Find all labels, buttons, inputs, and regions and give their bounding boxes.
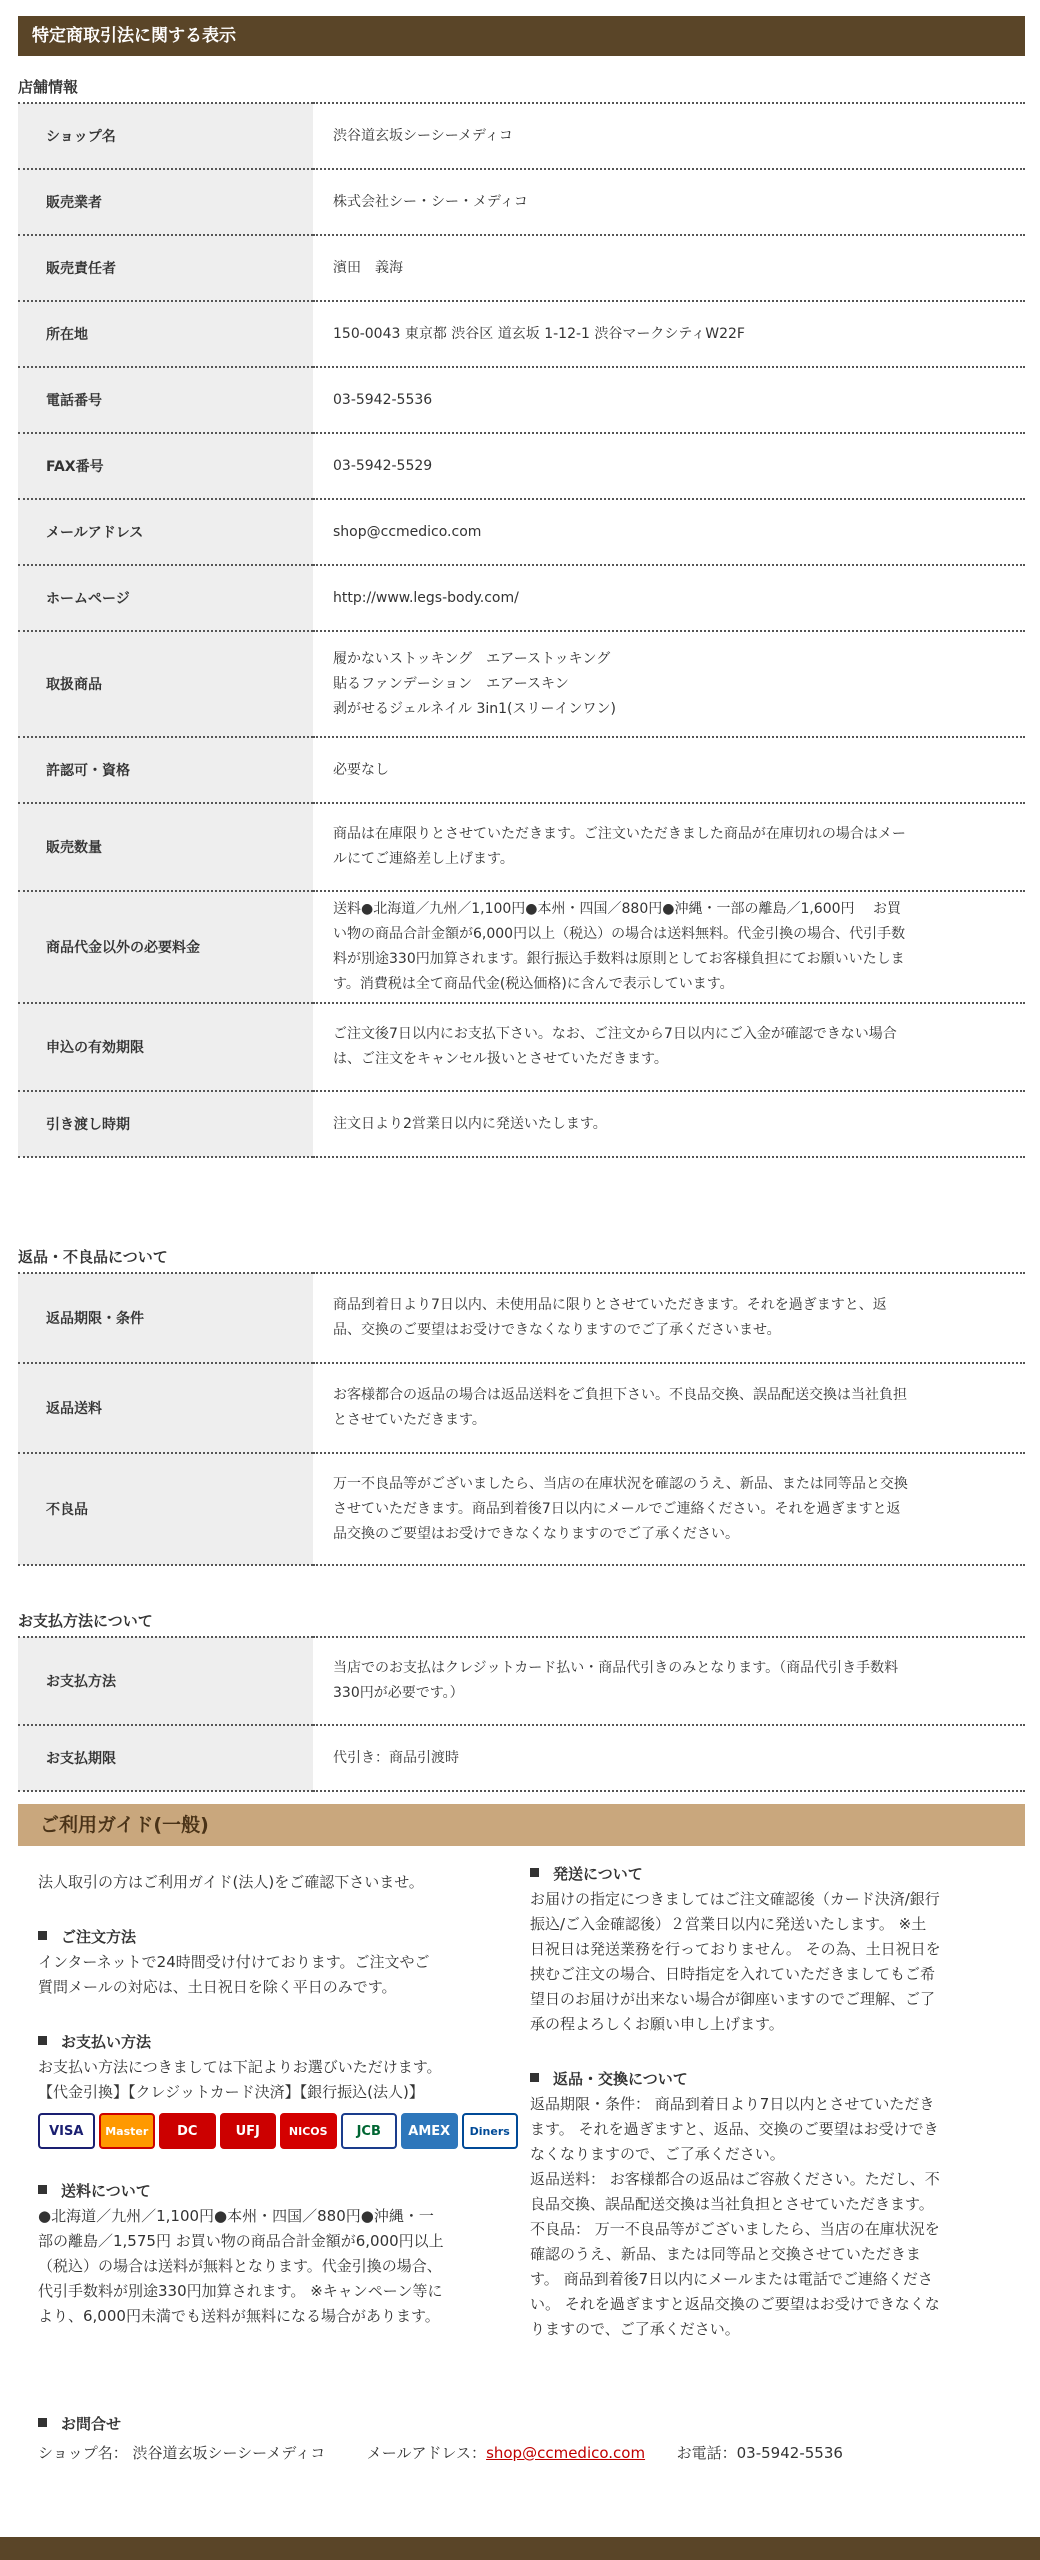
bullet-square-icon <box>530 2073 539 2082</box>
table-row <box>18 1637 1025 1725</box>
row-label: 販売数量 <box>18 803 313 891</box>
table-row <box>18 1363 1025 1453</box>
contact-mail-link[interactable]: shop@ccmedico.com <box>486 2444 646 2462</box>
table-row <box>18 169 1025 235</box>
row-value-line: 150-0043 東京都 渋谷区 道玄坂 1-12-1 渋谷マークシティW22F <box>333 325 745 342</box>
row-label: 返品送料 <box>18 1363 313 1453</box>
text-line: （税込）の場合は送料が無料となります。代金引換の場合、 <box>38 2257 442 2275</box>
usage-guide-title: ご利用ガイド(一般) <box>18 1804 1025 1846</box>
row-value <box>313 1453 1025 1565</box>
row-value-line: 万一不良品等がございましたら、当店の在庫状況を確認のうえ、新品、または同等品と交換 <box>333 1475 908 1492</box>
contact-mail-label: メールアドレス： <box>366 2444 487 2462</box>
amex-card-icon: AMEX <box>401 2113 458 2149</box>
row-label: 商品代金以外の必要料金 <box>18 891 313 1003</box>
row-label: 販売業者 <box>18 169 313 235</box>
text-line: 振込/ご入金確認後）２営業日以内に発送いたします。 ※土 <box>530 1915 927 1933</box>
ufj-card-icon: UFJ <box>220 2113 277 2149</box>
row-label: 電話番号 <box>18 367 313 433</box>
row-value-line: ルにてご連絡差し上げます。 <box>333 851 514 867</box>
row-value-line: 送料●北海道／九州／1,100円●本州・四国／880円●沖縄・一部の離島／1,600円 お買 <box>333 901 901 917</box>
text-line: い。 それを過ぎますと返品交換のご要望はお受けできなくな <box>530 2295 940 2313</box>
text-line: お届けの指定につきましてはご注文確認後（カード決済/銀行 <box>530 1890 940 1908</box>
text-line: 確認のうえ、新品、または同等品と交換させていただきま <box>530 2245 921 2263</box>
payment-method-block <box>38 2030 518 2149</box>
row-value <box>313 1363 1025 1453</box>
row-value-line: 商品到着日より7日以内、未使用品に限りとさせていただきます。それを過ぎますと、返 <box>333 1297 887 1313</box>
contact-heading: お問合せ <box>61 2415 122 2433</box>
payment-table <box>18 1636 1025 1792</box>
row-value-line: は、ご注文をキャンセル扱いとさせていただきます。 <box>333 1051 668 1067</box>
row-value <box>313 1273 1025 1363</box>
shipping-fee-block <box>38 2179 518 2329</box>
return-exchange-heading: 返品・交換について <box>553 2070 688 2088</box>
text-line: お支払い方法につきましては下記よりお選びいただけます。 <box>38 2058 442 2076</box>
section-title-returns: 返品・不良品について <box>18 1248 168 1266</box>
shipping-fee-text <box>38 2204 518 2329</box>
row-value <box>313 803 1025 891</box>
row-value-line: ご注文後7日以内にお支払下さい。なお、ご注文から7日以内にご入金が確認できない場合 <box>333 1026 897 1042</box>
row-value <box>313 737 1025 803</box>
table-row <box>18 737 1025 803</box>
table-row <box>18 803 1025 891</box>
text-line: 不良品： 万一不良品等がございましたら、当店の在庫状況を <box>530 2220 940 2238</box>
row-value <box>313 565 1025 631</box>
footer-bar <box>0 2537 1040 2560</box>
row-value <box>313 103 1025 169</box>
text-line: りますので、ご了承ください。 <box>530 2320 740 2338</box>
row-value <box>313 1091 1025 1157</box>
row-label: 所在地 <box>18 301 313 367</box>
credit-card-logos <box>38 2113 518 2149</box>
guide-left-column <box>38 1870 518 2329</box>
row-value-line: す。消費税は全て商品代金(税込価格)に含んで表示しています。 <box>333 976 734 992</box>
table-row <box>18 1453 1025 1565</box>
table-row <box>18 565 1025 631</box>
text-line: より、6,000円未満でも送料が無料になる場合があります。 <box>38 2307 440 2325</box>
table-row <box>18 301 1025 367</box>
text-line: 部の離島／1,575円 お買い物の商品合計金額が6,000円以上 <box>38 2232 444 2250</box>
diners-club-card-icon: Diners <box>462 2113 519 2149</box>
row-label: 許認可・資格 <box>18 737 313 803</box>
row-value-line: 料が別途330円加算されます。銀行振込手数料は原則としてお客様負担にてお願いいたしま <box>333 951 905 967</box>
row-value-line: shop@ccmedico.com <box>333 523 482 540</box>
bullet-square-icon <box>38 2418 47 2427</box>
table-row <box>18 631 1025 737</box>
row-label: FAX番号 <box>18 433 313 499</box>
row-value-line: 渋谷道玄坂シーシーメディコ <box>333 127 513 144</box>
row-value <box>313 631 1025 737</box>
text-line: ●北海道／九州／1,100円●本州・四国／880円●沖縄・一 <box>38 2207 434 2225</box>
row-label: ショップ名 <box>18 103 313 169</box>
shipping-block <box>530 1862 1010 2037</box>
row-value-line: 330円が必要です。） <box>333 1685 464 1701</box>
section-title-shop-info: 店舗情報 <box>18 78 79 96</box>
row-label: お支払方法 <box>18 1637 313 1725</box>
contact-phone: お電話：03-5942-5536 <box>676 2444 843 2462</box>
row-value-line: 剥がせるジェルネイル 3in1(スリーインワン) <box>333 700 616 717</box>
row-label: 申込の有効期限 <box>18 1003 313 1091</box>
table-row <box>18 499 1025 565</box>
return-exchange-block <box>530 2067 1010 2342</box>
table-row <box>18 1091 1025 1157</box>
nicos-card-icon: NICOS <box>280 2113 337 2149</box>
row-value <box>313 891 1025 1003</box>
row-value-line: 貼るファンデーション エアースキン <box>333 675 569 692</box>
row-value-line: 03-5942-5536 <box>333 391 433 408</box>
table-row <box>18 235 1025 301</box>
guide-intro: 法人取引の方はご利用ガイド(法人)をご確認下さいませ。 <box>38 1873 424 1891</box>
text-line: す。 商品到着後7日以内にメールまたは電話でご連絡くださ <box>530 2270 933 2288</box>
row-value <box>313 1637 1025 1725</box>
bullet-square-icon <box>38 1931 47 1940</box>
shop-info-table <box>18 102 1025 1158</box>
table-row <box>18 1725 1025 1791</box>
row-label: 販売責任者 <box>18 235 313 301</box>
table-row <box>18 891 1025 1003</box>
returns-table <box>18 1272 1025 1566</box>
jcb-card-icon: JCB <box>341 2113 398 2149</box>
text-line: 望日のお届けが出来ない場合が御座いますのでご理解、ご了 <box>530 1990 936 2008</box>
row-value-line: い物の商品合計金額が6,000円以上（税込）の場合は送料無料。代金引換の場合、代引手数 <box>333 926 906 942</box>
order-method-text <box>38 1950 518 2000</box>
row-value-line: 履かないストッキング エアーストッキング <box>333 650 611 667</box>
row-label: お支払期限 <box>18 1725 313 1791</box>
shipping-text <box>530 1887 1010 2037</box>
order-method-block <box>38 1925 518 2000</box>
table-row <box>18 367 1025 433</box>
row-value-line: 03-5942-5529 <box>333 457 433 474</box>
dc-card-icon: DC <box>159 2113 216 2149</box>
row-label: 不良品 <box>18 1453 313 1565</box>
bullet-square-icon <box>38 2036 47 2045</box>
return-exchange-text <box>530 2092 1010 2342</box>
row-value-line: 品、交換のご要望はお受けできなくなりますのでご了承くださいませ。 <box>333 1322 781 1338</box>
text-line: インターネットで24時間受け付けております。ご注文やご <box>38 1953 430 1971</box>
text-line: 返品送料： お客様都合の返品はご容赦ください。ただし、不 <box>530 2170 940 2188</box>
text-line: 挟むご注文の場合、日時指定を入れていただきましてもご希 <box>530 1965 936 1983</box>
row-value-line: 注文日より2営業日以内に発送いたします。 <box>333 1115 607 1132</box>
row-value <box>313 499 1025 565</box>
text-line: 質問メールの対応は、土日祝日を除く平日のみです。 <box>38 1978 397 1996</box>
row-value-line: 濱田 義海 <box>333 259 403 276</box>
payment-method-text <box>38 2055 518 2105</box>
row-value-line: 当店でのお支払はクレジットカード払い・商品代引きのみとなります。（商品代引き手数料 <box>333 1660 899 1676</box>
mastercard-icon: Master <box>99 2113 156 2149</box>
row-value-line: 代引き：商品引渡時 <box>333 1749 459 1766</box>
bullet-square-icon <box>38 2185 47 2194</box>
text-line: 日祝日は発送業務を行っておりません。 その為、土日祝日を <box>530 1940 941 1958</box>
row-value-line: とさせていただきます。 <box>333 1412 486 1428</box>
row-value <box>313 169 1025 235</box>
row-value-line: 必要なし <box>333 761 389 778</box>
row-value <box>313 235 1025 301</box>
shipping-fee-heading: 送料について <box>61 2182 151 2200</box>
row-value-line: お客様都合の返品の場合は返品送料をご負担下さい。不良品交換、誤品配送交換は当社負担 <box>333 1387 907 1403</box>
text-line: なくなりますので、ご了承ください。 <box>530 2145 785 2163</box>
order-method-heading: ご注文方法 <box>61 1928 137 1946</box>
bullet-square-icon <box>530 1868 539 1877</box>
table-row <box>18 1273 1025 1363</box>
payment-method-heading: お支払い方法 <box>61 2033 152 2051</box>
text-line: 返品期限・条件： 商品到着日より7日以内とさせていただき <box>530 2095 935 2113</box>
row-value <box>313 1725 1025 1791</box>
text-line: ます。 それを過ぎますと、返品、交換のご要望はお受けでき <box>530 2120 939 2138</box>
row-value-line: させていただきます。商品到着後7日以内にメールでご連絡ください。それを過ぎますと返 <box>333 1500 901 1517</box>
table-row <box>18 1003 1025 1091</box>
row-label: メールアドレス <box>18 499 313 565</box>
row-value-line: http://www.legs-body.com/ <box>333 589 519 606</box>
page-title: 特定商取引法に関する表示 <box>18 16 1025 56</box>
text-line: 【代金引換】【クレジットカード決済】【銀行振込(法人)】 <box>38 2083 424 2101</box>
section-title-payment: お支払方法について <box>18 1612 153 1630</box>
contact-shop-name: ショップ名： 渋谷道玄坂シーシーメディコ <box>38 2444 326 2462</box>
table-row <box>18 103 1025 169</box>
row-label: 取扱商品 <box>18 631 313 737</box>
row-value <box>313 433 1025 499</box>
text-line: 代引手数料が別途330円加算されます。 ※キャンペーン等に <box>38 2282 443 2300</box>
row-value-line: 商品は在庫限りとさせていただきます。ご注文いただきました商品が在庫切れの場合はメー <box>333 826 906 842</box>
row-label: 返品期限・条件 <box>18 1273 313 1363</box>
row-label: 引き渡し時期 <box>18 1091 313 1157</box>
row-value <box>313 301 1025 367</box>
row-value-line: 品交換のご要望はお受けできなくなりますのでご了承ください。 <box>333 1525 739 1542</box>
guide-right-column <box>530 1862 1010 2342</box>
text-line: 良品交換、誤品配送交換は当社負担とさせていただきます。 <box>530 2195 934 2213</box>
row-label: ホームページ <box>18 565 313 631</box>
row-value-line: 株式会社シー・シー・メディコ <box>333 193 528 210</box>
row-value <box>313 367 1025 433</box>
table-row <box>18 433 1025 499</box>
contact-block <box>38 2412 843 2466</box>
visa-card-icon: VISA <box>38 2113 95 2149</box>
shipping-heading: 発送について <box>553 1865 643 1883</box>
row-value <box>313 1003 1025 1091</box>
text-line: 承の程よろしくお願い申し上げます。 <box>530 2015 784 2033</box>
